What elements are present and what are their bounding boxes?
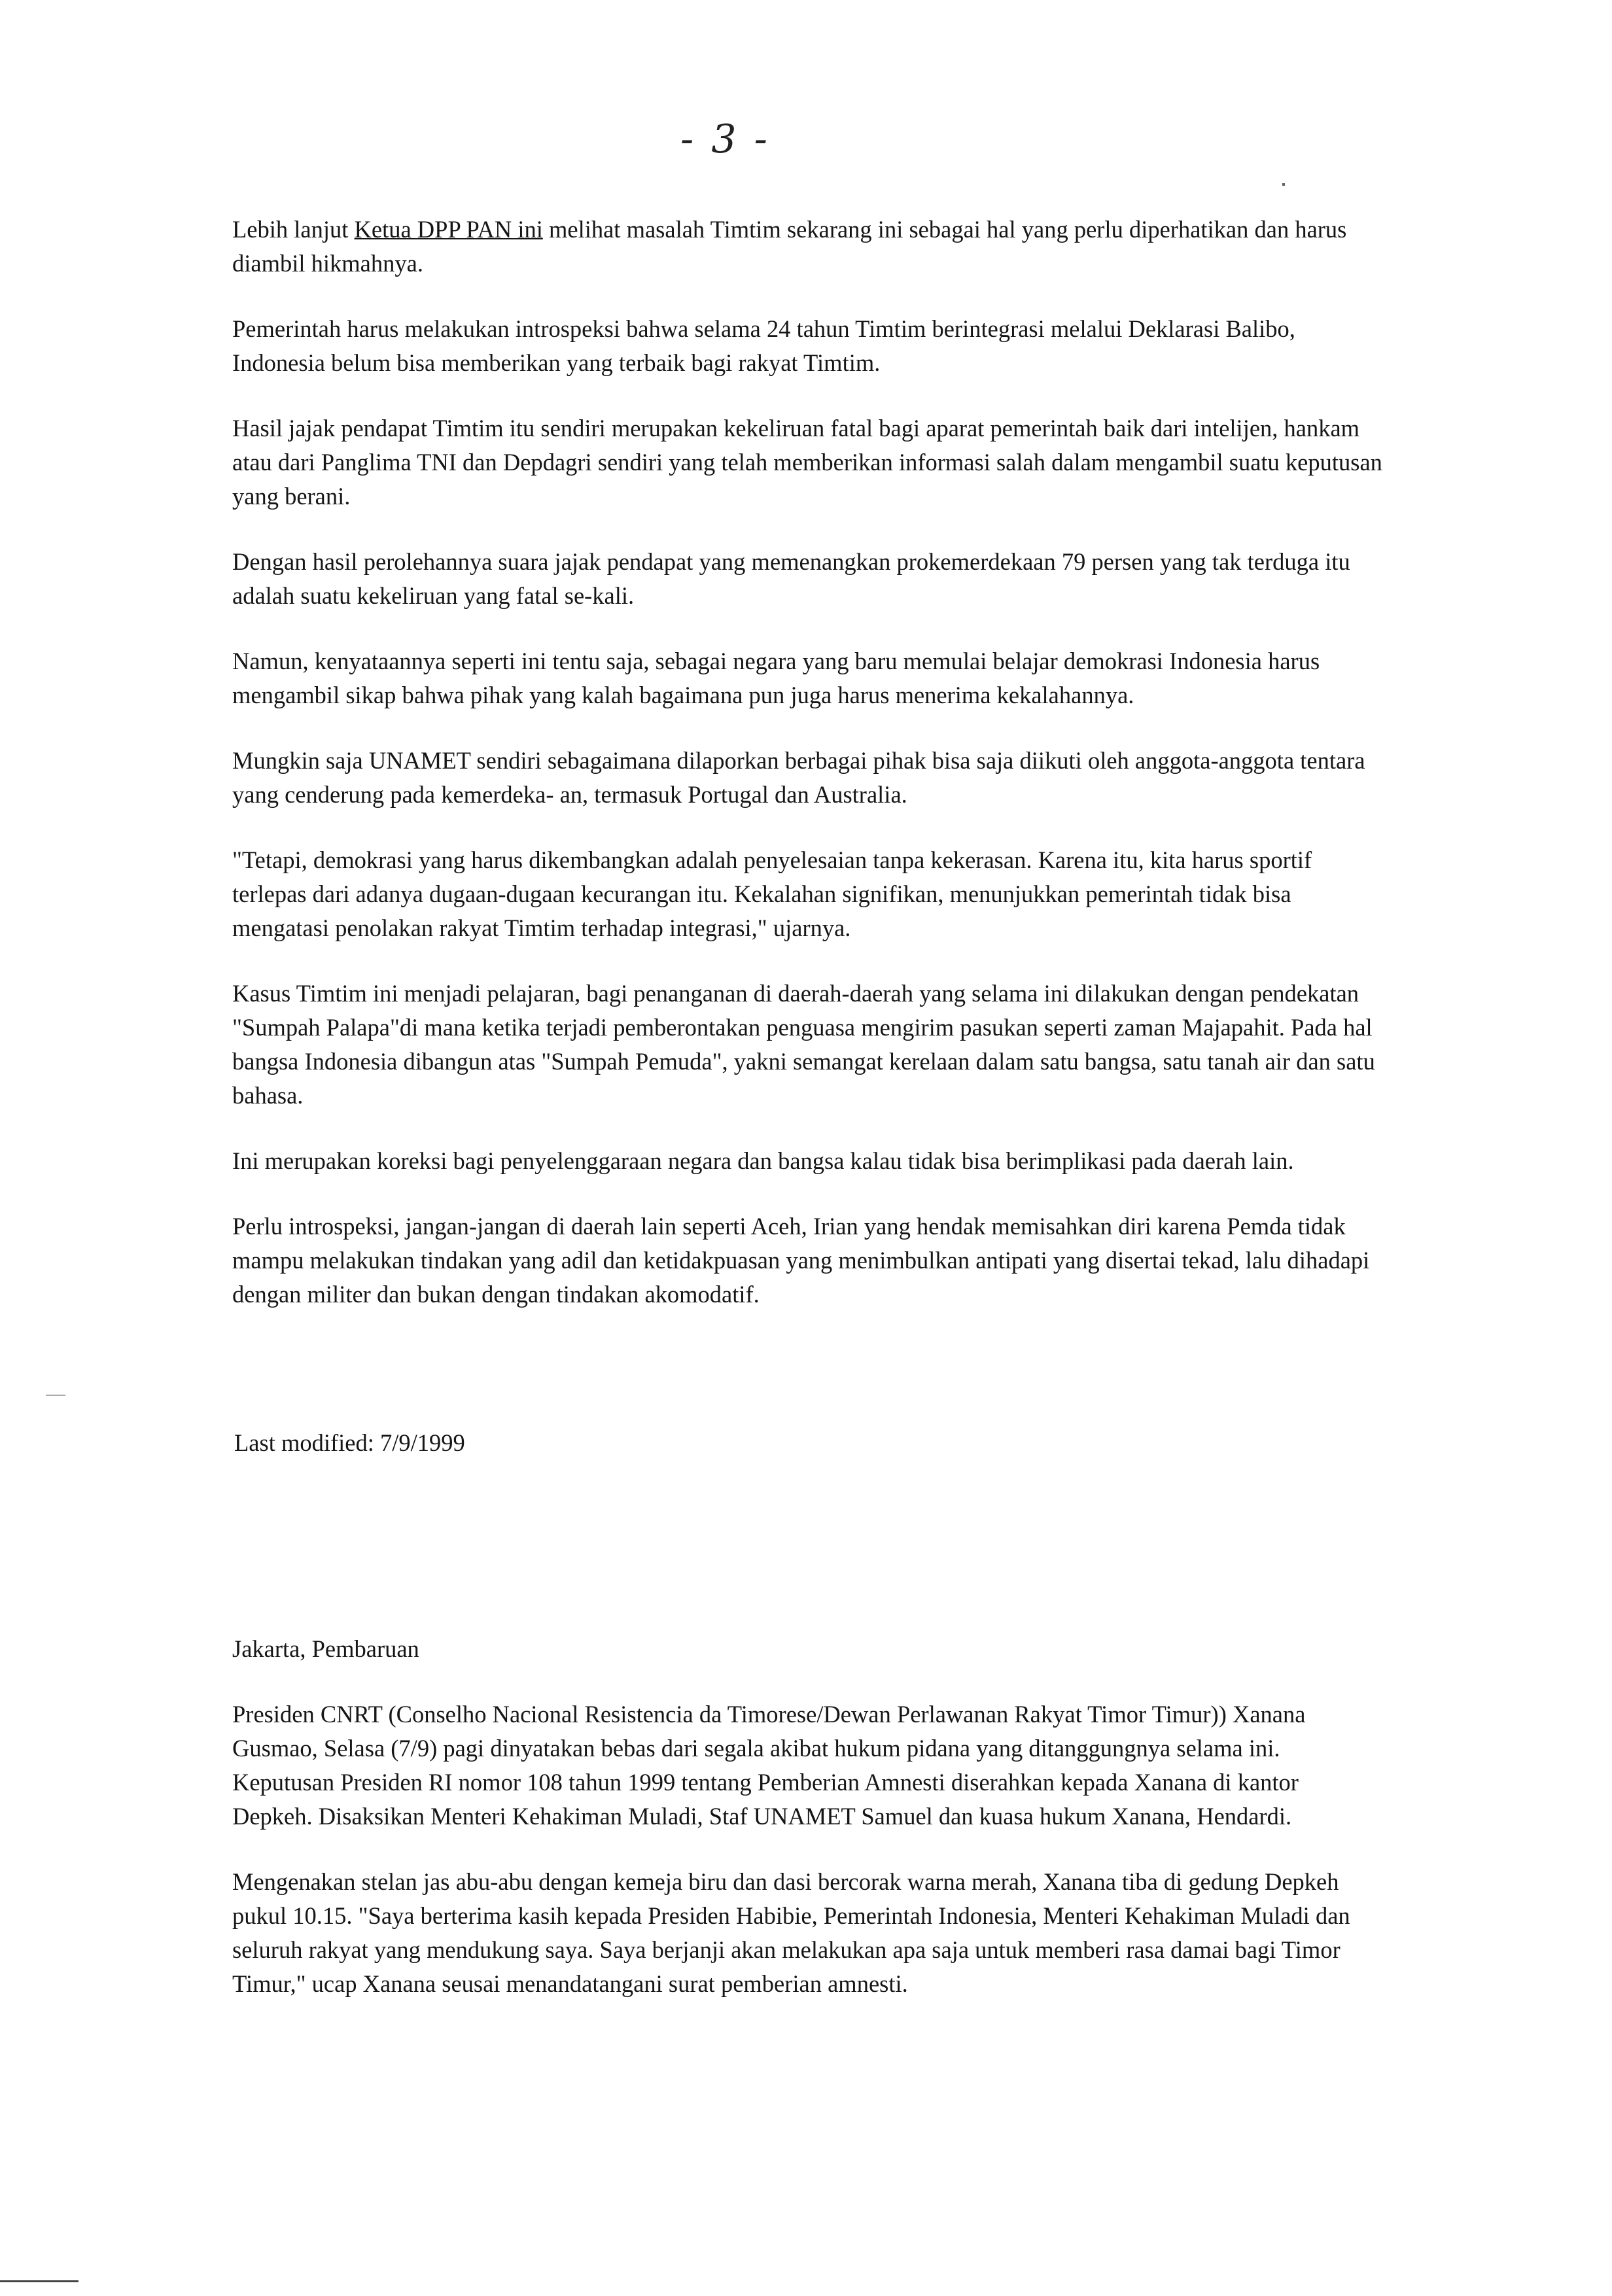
page-number: - 3 - — [680, 116, 770, 162]
paragraph: Hasil jajak pendapat Timtim itu sendiri merupakan kekeliruan fatal bagi aparat pemerintah baik dari intelijen, hankam atau dari Panglima TNI dan Depdagri sendiri yang telah memberikan informasi salah dalam mengambil suatu keputusan yang berani. — [232, 415, 1382, 510]
paragraph: Dengan hasil perolehannya suara jajak pendapat yang memenangkan prokemerdekaan 79 persen yang tak terduga itu adalah suatu kekeliruan yang fatal se-kali. — [232, 548, 1350, 609]
scan-artifact — [0, 2280, 79, 2282]
article-body — [232, 213, 1384, 1343]
intro-paragraph — [232, 213, 1384, 281]
paragraph: Pemerintah harus melakukan introspeksi bahwa selama 24 tahun Timtim berintegrasi melalui Deklarasi Balibo, Indonesia belum bisa memberikan yang terbaik bagi rakyat Timtim. — [232, 315, 1295, 376]
paragraph: Mengenakan stelan jas abu-abu dengan kemeja biru dan dasi bercorak warna merah, Xanana tiba di gedung Depkeh pukul 10.15. "Saya berterima kasih kepada Presiden Habibie, Pemerintah Indonesia, Menteri Kehakiman Muladi dan seluruh rakyat yang mendukung saya. Saya berjanji akan melakukan apa saja untuk memberi rasa damai bagi Timor Timur," ucap Xanana seusai menandatangani surat pemberian amnesti. — [232, 1868, 1350, 1997]
paragraph: Presiden CNRT (Conselho Nacional Resistencia da Timorese/Dewan Perlawanan Rakyat Timor Timur)) Xanana Gusmao, Selasa (7/9) pagi dinyatakan bebas dari segala akibat hukum pidana yang ditanggungnya selama ini. Keputusan Presiden RI nomor 108 tahun 1999 tentang Pemberian Amnesti diserahkan kepada Xanana di kantor Depkeh. Disaksikan Menteri Kehakiman Muladi, Staf UNAMET Samuel dan kuasa hukum Xanana, Hendardi. — [232, 1701, 1306, 1830]
intro-underlined: Ketua DPP PAN ini — [354, 216, 543, 243]
scan-artifact — [46, 1395, 65, 1396]
paragraph: Ini merupakan koreksi bagi penyelenggaraan negara dan bangsa kalau tidak bisa berimplikasi pada daerah lain. — [232, 1147, 1294, 1174]
intro-prefix: Lebih lanjut — [232, 216, 355, 243]
paragraph: Kasus Timtim ini menjadi pelajaran, bagi penanganan di daerah-daerah yang selama ini dilakukan dengan pendekatan "Sumpah Palapa"di mana ketika terjadi pemberontakan penguasa mengirim pasukan seperti zaman Majapahit. Pada hal bangsa Indonesia dibangun atas "Sumpah Pemuda", yakni semangat kerelaan dalam satu bangsa, satu tanah air dan satu bahasa. — [232, 980, 1375, 1109]
dateline: Jakarta, Pembaruan — [232, 1635, 419, 1662]
paragraph: Namun, kenyataannya seperti ini tentu saja, sebagai negara yang baru memulai belajar demokrasi Indonesia harus mengambil sikap bahwa pihak yang kalah bagaimana pun juga harus menerima kekalahannya. — [232, 648, 1320, 708]
second-article — [232, 1632, 1384, 2032]
last-modified: Last modified: 7/9/1999 — [234, 1429, 465, 1456]
intro-suffix: melihat masalah Timtim sekarang ini sebagai hal yang perlu diperhatikan dan harus diambil hikmahnya. — [232, 216, 1347, 277]
paragraph: Perlu introspeksi, jangan-jangan di daerah lain seperti Aceh, Irian yang hendak memisahkan diri karena Pemda tidak mampu melakukan tindakan yang adil dan ketidakpuasan yang menimbulkan antipati yang disertai tekad, lalu dihadapi dengan militer dan bukan dengan tindakan akomodatif. — [232, 1213, 1370, 1308]
paragraph: Mungkin saja UNAMET sendiri sebagaimana dilaporkan berbagai pihak bisa saja diikuti oleh anggota-anggota tentara yang cenderung pada kemerdeka- an, termasuk Portugal dan Australia. — [232, 747, 1365, 808]
paragraph: "Tetapi, demokrasi yang harus dikembangkan adalah penyelesaian tanpa kekerasan. Karena itu, kita harus sportif terlepas dari adanya dugaan-dugaan kecurangan itu. Kekalahan signifikan, menunjukkan pemerintah tidak bisa mengatasi penolakan rakyat Timtim terhadap integrasi," ujarnya. — [232, 846, 1312, 941]
scan-artifact — [1282, 183, 1285, 186]
